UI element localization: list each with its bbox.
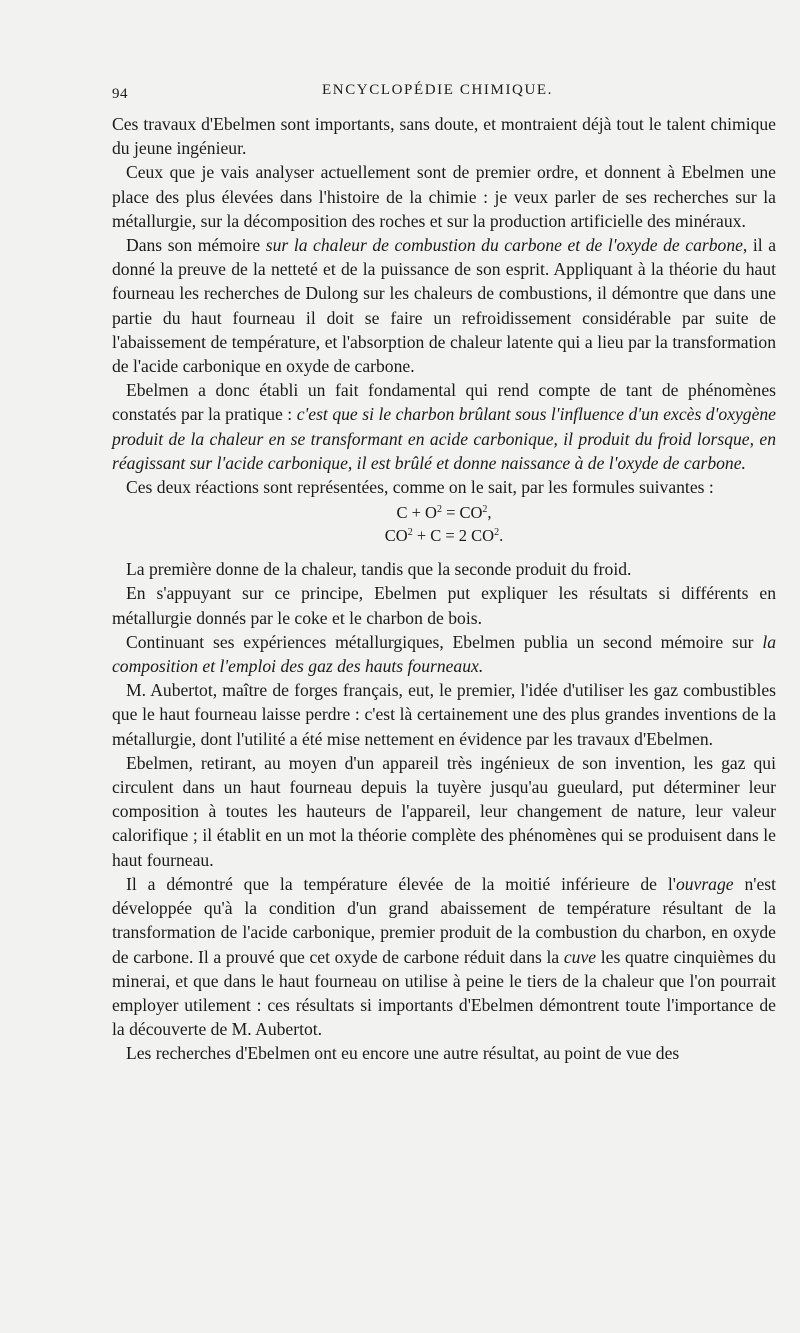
term-ouvrage: ouvrage [675,873,734,894]
formula-2-exponent-2: 2 [494,527,500,539]
paragraph-7: En s'appuyant sur ce principe, Ebelmen put expliquer les résultats si différents en métallurgie donnés par le coke et le charbon de bois. [112,583,776,628]
formula-2-part-b: + C = 2 CO [412,526,495,546]
formula-reduction [112,524,776,547]
paragraph-11 [112,872,776,1041]
formula-1-part-c: , [487,503,492,523]
paragraph-8 [112,630,776,678]
paragraph-4-text-a: Ebelmen a donc établi un fait fondamental qui rend compte de tant de phénomènes constatés par la pratique : [112,380,776,425]
paragraph-11-text-a: Il a démontré que la température élevée de la moitié inférieure de l' [126,873,676,894]
paragraph-11-text-b: n'est développée qu'à la condition d'un grand abaissement de température résultant de la transformation de l'acide carbonique, premier produit de la combustion du charbon, en oxyde de carbone. Il a prouvé que cet oxyde de carbone réduit dans la [112,873,776,967]
paragraph-3-text-b: , il a donné la preuve de la netteté et de la puissance de son esprit. Appliquant à la théorie du haut fourneau les recherches de Dulong sur les chaleurs de combustions, il démontre que dans une partie du haut fourneau il doit se faire un refroidissement considérable par suite de l'abaissement de température, et l'absorption de chaleur latente qui a lieu par la transformation de l'acide carbonique en oxyde de carbone. [112,235,776,377]
paragraph-1: Ces travaux d'Ebelmen sont importants, sans doute, et montraient déjà tout le talent chimique du jeune ingénieur. [112,114,776,159]
paragraph-5: Ces deux réactions sont représentées, comme on le sait, par les formules suivantes : [126,477,714,498]
paragraph-4 [112,378,776,475]
formula-2-part-a: CO [384,526,408,546]
formula-1-part-a: C + O [396,503,437,523]
memoir-title-gases: la composition et l'emploi des gaz des hauts fourneaux. [112,631,776,677]
paragraph-3 [112,233,776,378]
paragraph-6: La première donne de la chaleur, tandis que la seconde produit du froid. [126,559,632,580]
memoir-title-combustion: sur la chaleur de combustion du carbone et de l'oxyde de carbone [265,235,743,256]
paragraph-11-text-c: les quatre cinquièmes du minerai, et que dans le haut fourneau on utilise à peine le tiers de la chaleur que l'on pourrait employer utilement : ces résultats si importants d'Ebelmen démontrent toute l'importance de la découverte de M. Aubertot. [112,946,776,1040]
formula-1-exponent-2: 2 [482,504,488,516]
paragraph-3-text-a: Dans son mémoire [126,235,266,256]
body-text [112,112,776,1066]
running-head: ENCYCLOPÉDIE CHIMIQUE. [322,82,554,98]
chemical-formulas [112,501,776,547]
paragraph-9: M. Aubertot, maître de forges français, eut, le premier, l'idée d'utiliser les gaz combustibles que le haut fourneau laisse perdre : c'est là certainement une des plus grandes inventions de la métallurgie, dont l'utilité a été mise nettement en évidence par les travaux d'Ebelmen. [112,680,776,749]
page-header [112,82,772,108]
formula-1-part-b: = CO [441,503,483,523]
paragraph-2: Ceux que je vais analyser actuellement sont de premier ordre, et donnent à Ebelmen une place des plus élevées dans l'histoire de la chimie : je veux parler de ses recherches sur la métallurgie, sur la décomposition des roches et sur la production artificielle des minéraux. [112,162,776,231]
paragraph-12: Les recherches d'Ebelmen ont eu encore une autre résultat, au point de vue des [126,1043,680,1064]
formula-1-exponent-1: 2 [436,504,442,516]
fundamental-fact-statement: c'est que si le charbon brûlant sous l'influence d'un excès d'oxygène produit de la chaleur en se transformant en acide carbonique, il produit du froid lorsque, en réagissant sur l'acide carbonique, il est brûlé et donne naissance à de l'oxyde de carbone. [112,404,776,473]
term-cuve: cuve [563,946,597,967]
formula-combustion [112,501,776,524]
formula-2-part-c: . [499,526,504,546]
paragraph-8-text-a: Continuant ses expériences métallurgiques, Ebelmen publia un second mémoire sur [126,631,763,652]
formula-2-exponent-1: 2 [407,527,413,539]
page-number: 94 [112,86,128,102]
paragraph-10: Ebelmen, retirant, au moyen d'un appareil très ingénieux de son invention, les gaz qui circulent dans un haut fourneau depuis la tuyère jusqu'au gueulard, put déterminer leur composition à toutes les hauteurs de l'appareil, leur changement de nature, leur valeur calorifique ; il établit en un mot la théorie complète des phénomènes qui se produisent dans le haut fourneau. [112,752,776,870]
